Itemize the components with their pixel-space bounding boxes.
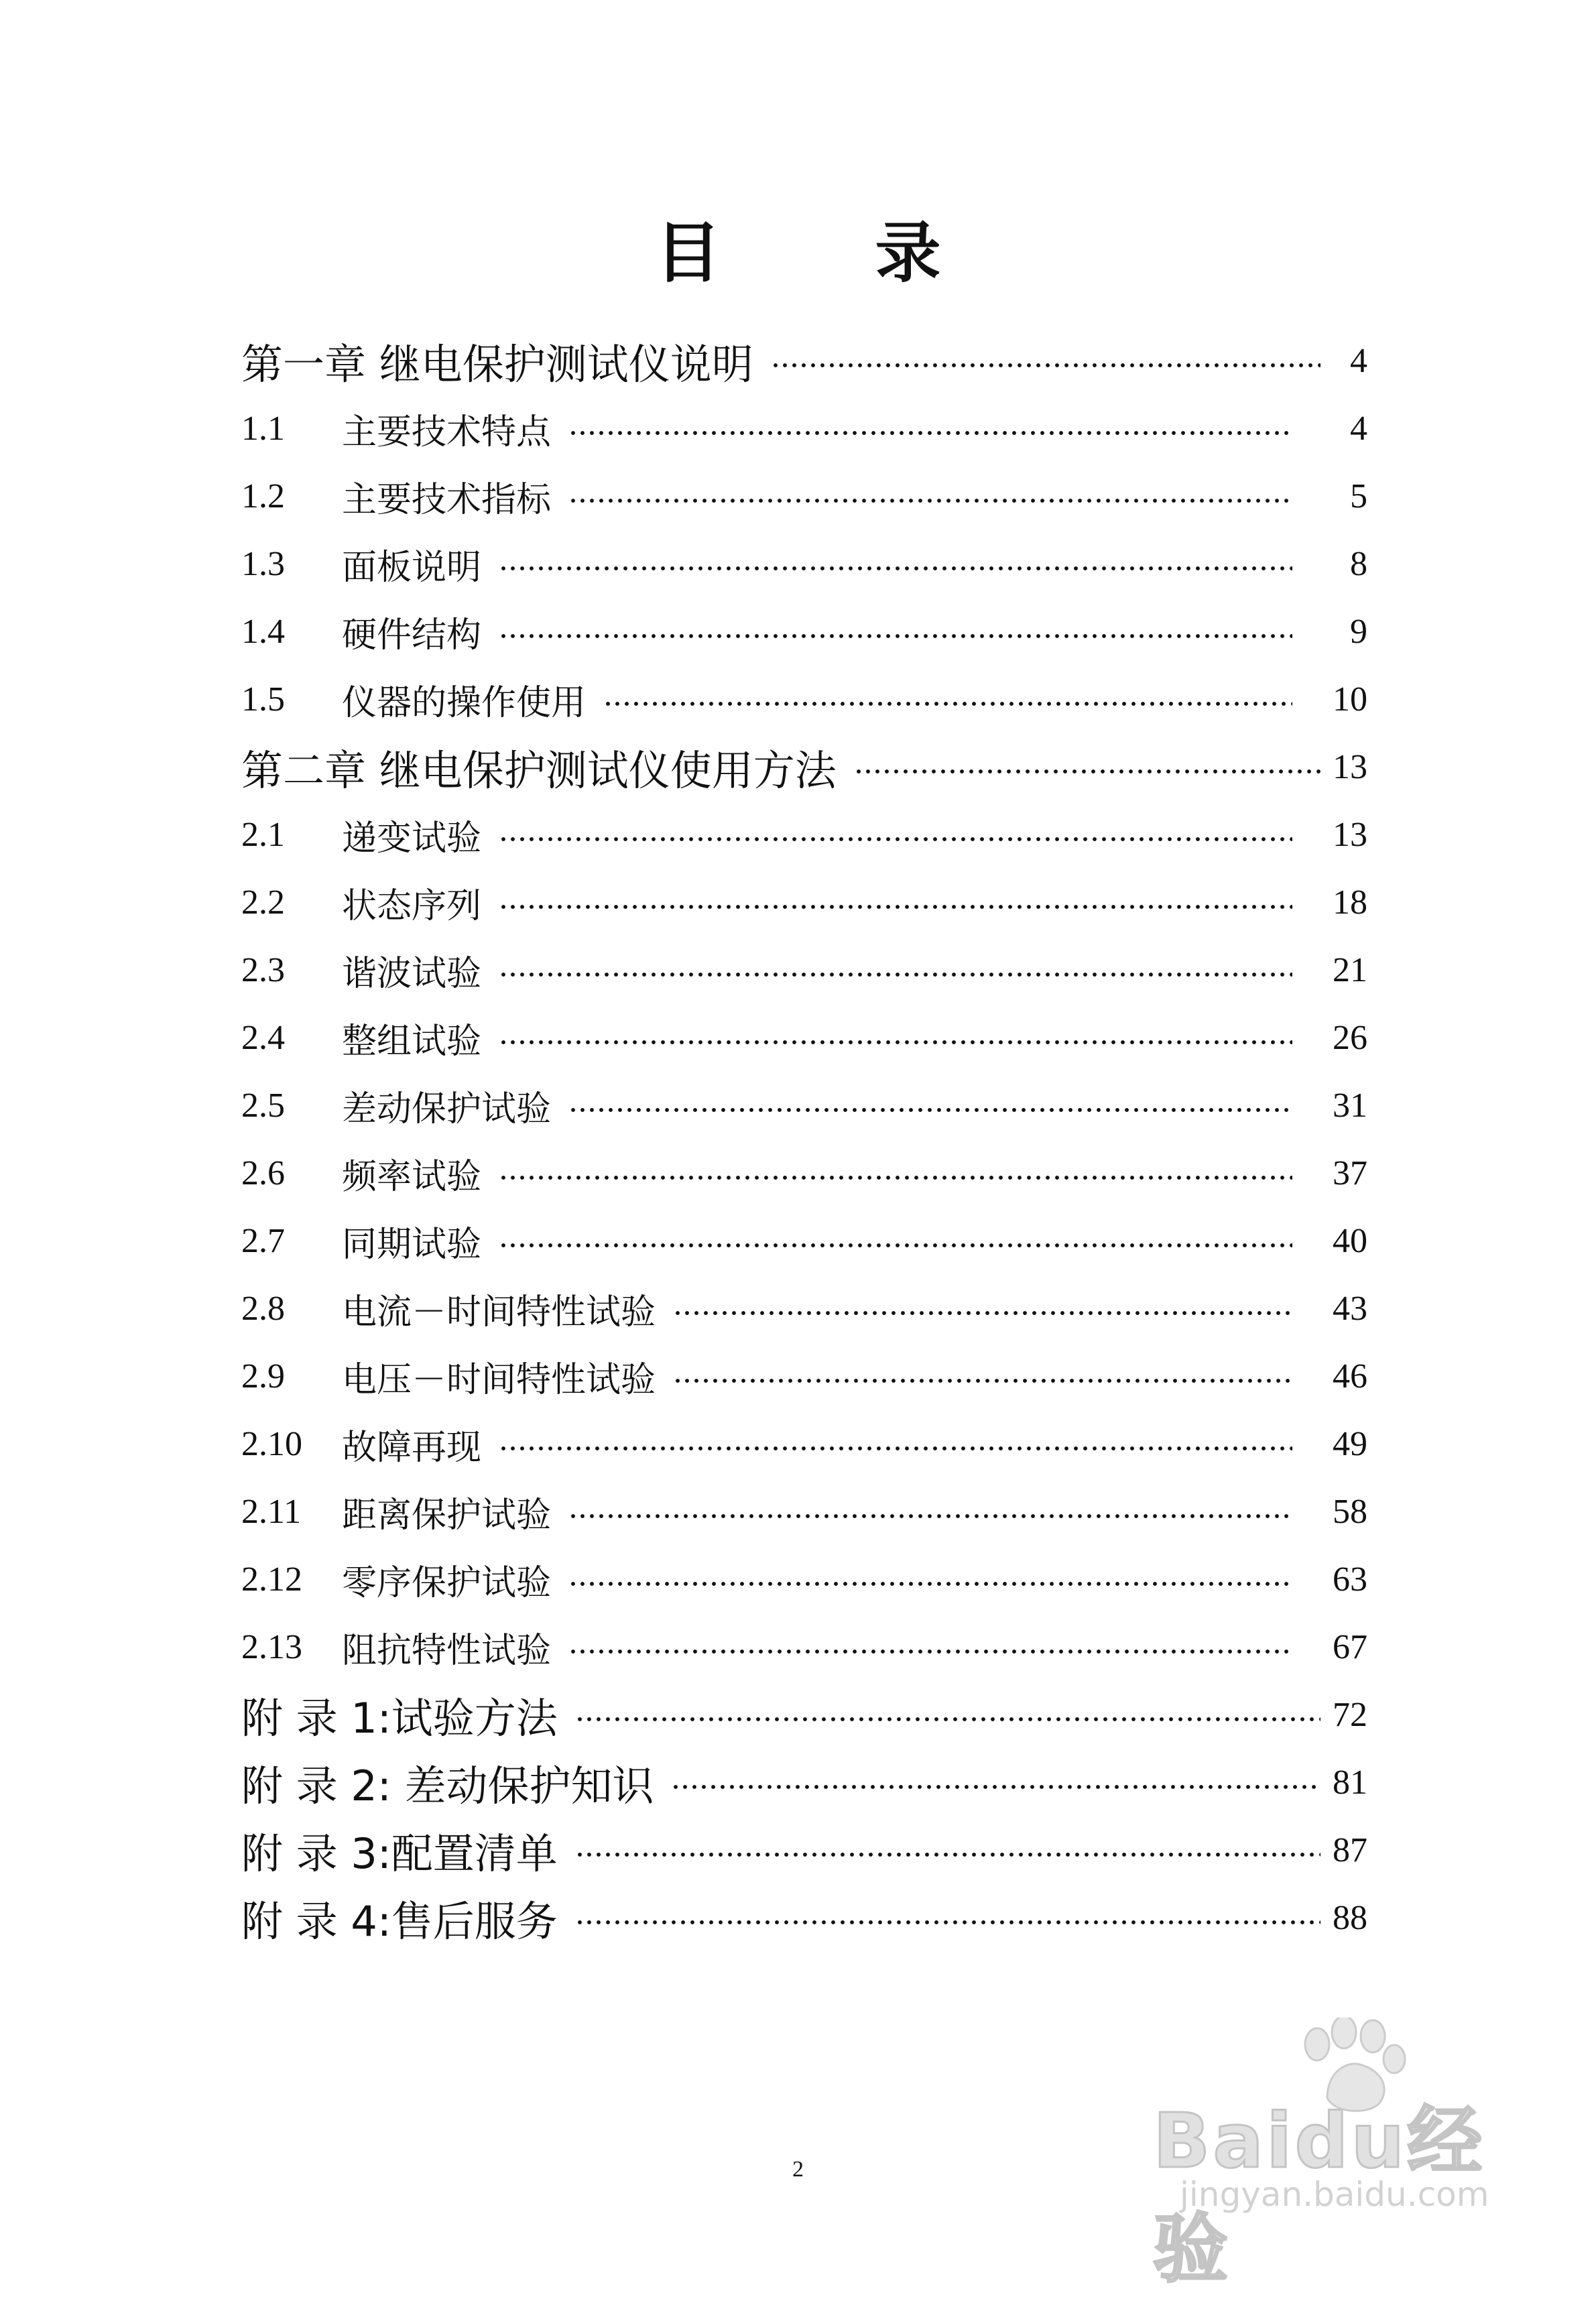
toc-entry-page: 88: [1333, 1899, 1367, 1937]
toc-entry[interactable]: [241, 733, 1367, 801]
toc-entry-number: 2.1: [241, 816, 285, 854]
toc-entry-number: 2.3: [241, 951, 285, 989]
toc-title: [0, 213, 1596, 294]
toc-entry-page: 43: [1333, 1290, 1367, 1328]
dot-leader: [575, 1717, 1321, 1721]
dot-leader: [771, 363, 1321, 367]
dot-leader: [568, 1582, 1292, 1586]
dot-leader: [568, 1514, 1292, 1518]
toc-entry-label: 差动保护试验: [342, 1089, 552, 1129]
toc-entry-label: 状态序列: [342, 886, 482, 926]
toc-entry-label: 附 录 1:试验方法: [241, 1694, 558, 1743]
dot-leader: [499, 905, 1292, 909]
toc-entry-label: 第二章 继电保护测试仪使用方法: [241, 746, 837, 795]
toc-entry-page: 31: [1333, 1087, 1367, 1125]
toc-entry[interactable]: [241, 598, 1367, 666]
toc-entry-label: 硬件结构: [342, 615, 482, 656]
dot-leader: [499, 1176, 1292, 1180]
toc-entry[interactable]: [241, 1275, 1367, 1343]
table-of-contents: [241, 327, 1367, 1952]
baidu-jingyan-watermark: [1140, 2017, 1515, 2293]
toc-entry[interactable]: [241, 936, 1367, 1004]
toc-entry[interactable]: [241, 1207, 1367, 1275]
toc-entry[interactable]: [241, 1816, 1367, 1884]
dot-leader: [673, 1379, 1292, 1383]
dot-leader: [499, 1446, 1292, 1450]
toc-entry-page: 81: [1333, 1763, 1367, 1802]
toc-entry-number: 2.10: [241, 1425, 302, 1463]
toc-entry[interactable]: [241, 666, 1367, 733]
toc-entry-page: 4: [1350, 342, 1367, 380]
page-number: 2: [792, 2157, 804, 2182]
dot-leader: [603, 702, 1292, 706]
toc-entry-label: 附 录 2: 差动保护知识: [241, 1761, 654, 1810]
dot-leader: [568, 1108, 1292, 1112]
title-char-1: 目: [655, 215, 721, 292]
dot-leader: [673, 1311, 1292, 1315]
toc-entry-page: 37: [1333, 1154, 1367, 1192]
toc-entry-page: 21: [1333, 951, 1367, 989]
toc-entry-number: 2.11: [241, 1493, 302, 1531]
toc-entry-number: 1.5: [241, 680, 285, 719]
dot-leader: [568, 499, 1292, 503]
toc-entry-label: 电流－时间特性试验: [342, 1292, 656, 1332]
dot-leader: [499, 837, 1292, 841]
toc-entry-label: 附 录 4:售后服务: [241, 1897, 558, 1946]
toc-entry-page: 40: [1333, 1222, 1367, 1260]
toc-entry-label: 整组试验: [342, 1021, 482, 1062]
toc-entry-page: 49: [1333, 1425, 1367, 1463]
toc-entry-number: 2.5: [241, 1087, 285, 1125]
watermark-brand: Baidu经验: [1153, 2098, 1485, 2293]
toc-entry-label: 主要技术指标: [342, 480, 552, 520]
toc-entry[interactable]: [241, 1884, 1367, 1952]
toc-entry-label: 电压－时间特性试验: [342, 1360, 656, 1400]
toc-entry[interactable]: [241, 462, 1367, 530]
toc-entry[interactable]: [241, 1681, 1367, 1749]
toc-entry[interactable]: [241, 869, 1367, 936]
toc-entry-page: 13: [1333, 748, 1367, 786]
toc-entry[interactable]: [241, 1749, 1367, 1816]
toc-entry-number: 2.2: [241, 883, 285, 922]
toc-entry[interactable]: [241, 1343, 1367, 1410]
dot-leader: [499, 634, 1292, 638]
toc-entry[interactable]: [241, 530, 1367, 598]
toc-entry-number: 2.8: [241, 1290, 285, 1328]
toc-entry[interactable]: [241, 327, 1367, 395]
toc-entry[interactable]: [241, 1139, 1367, 1207]
toc-entry-page: 18: [1333, 883, 1367, 922]
toc-entry-page: 8: [1350, 545, 1367, 583]
toc-entry[interactable]: [241, 395, 1367, 462]
toc-entry[interactable]: [241, 1478, 1367, 1546]
toc-entry-page: 9: [1350, 613, 1367, 651]
toc-entry-label: 频率试验: [342, 1157, 482, 1197]
toc-entry-page: 46: [1333, 1357, 1367, 1395]
toc-entry-page: 10: [1333, 680, 1367, 719]
dot-leader: [575, 1920, 1321, 1924]
toc-entry[interactable]: [241, 1004, 1367, 1072]
toc-entry-label: 谐波试验: [342, 954, 482, 994]
dot-leader: [671, 1785, 1321, 1789]
dot-leader: [499, 1243, 1292, 1247]
dot-leader: [499, 1040, 1292, 1044]
toc-entry-label: 阻抗特性试验: [342, 1631, 552, 1671]
toc-entry-label: 递变试验: [342, 818, 482, 859]
dot-leader: [568, 431, 1292, 435]
toc-entry-page: 58: [1333, 1493, 1367, 1531]
toc-entry-number: 2.7: [241, 1222, 285, 1260]
toc-entry[interactable]: [241, 1410, 1367, 1478]
toc-entry-number: 2.9: [241, 1357, 285, 1395]
toc-entry-number: 2.13: [241, 1628, 302, 1666]
toc-entry-label: 故障再现: [342, 1428, 482, 1468]
toc-entry[interactable]: [241, 1072, 1367, 1139]
toc-entry-label: 面板说明: [342, 548, 482, 588]
toc-entry-page: 87: [1333, 1831, 1367, 1869]
toc-entry-label: 附 录 3:配置清单: [241, 1829, 558, 1878]
toc-entry-label: 主要技术特点: [342, 412, 552, 452]
dot-leader: [575, 1853, 1321, 1857]
dot-leader: [568, 1650, 1292, 1654]
toc-entry-label: 同期试验: [342, 1225, 482, 1265]
toc-entry-page: 26: [1333, 1019, 1367, 1057]
watermark-url: jingyan.baidu.com: [1180, 2175, 1489, 2214]
toc-entry[interactable]: [241, 801, 1367, 869]
dot-leader: [499, 566, 1292, 570]
toc-entry-label: 第一章 继电保护测试仪说明: [241, 340, 753, 389]
toc-entry-label: 仪器的操作使用: [342, 683, 587, 723]
toc-entry[interactable]: [241, 1546, 1367, 1613]
toc-entry-page: 4: [1350, 410, 1367, 448]
toc-entry-number: 1.1: [241, 410, 285, 448]
dot-leader: [854, 769, 1321, 773]
toc-entry-number: 2.12: [241, 1560, 302, 1599]
title-char-2: 录: [875, 215, 941, 292]
dot-leader: [499, 973, 1292, 977]
toc-entry-page: 72: [1333, 1696, 1367, 1734]
toc-entry-page: 5: [1350, 477, 1367, 515]
toc-entry-page: 67: [1333, 1628, 1367, 1666]
toc-entry-label: 距离保护试验: [342, 1495, 552, 1536]
toc-entry-number: 2.6: [241, 1154, 285, 1192]
toc-entry-page: 13: [1333, 816, 1367, 854]
toc-entry-number: 1.4: [241, 613, 285, 651]
toc-entry[interactable]: [241, 1613, 1367, 1681]
toc-entry-label: 零序保护试验: [342, 1563, 552, 1603]
toc-entry-number: 2.4: [241, 1019, 285, 1057]
toc-entry-page: 63: [1333, 1560, 1367, 1599]
toc-entry-number: 1.2: [241, 477, 285, 515]
toc-entry-number: 1.3: [241, 545, 285, 583]
